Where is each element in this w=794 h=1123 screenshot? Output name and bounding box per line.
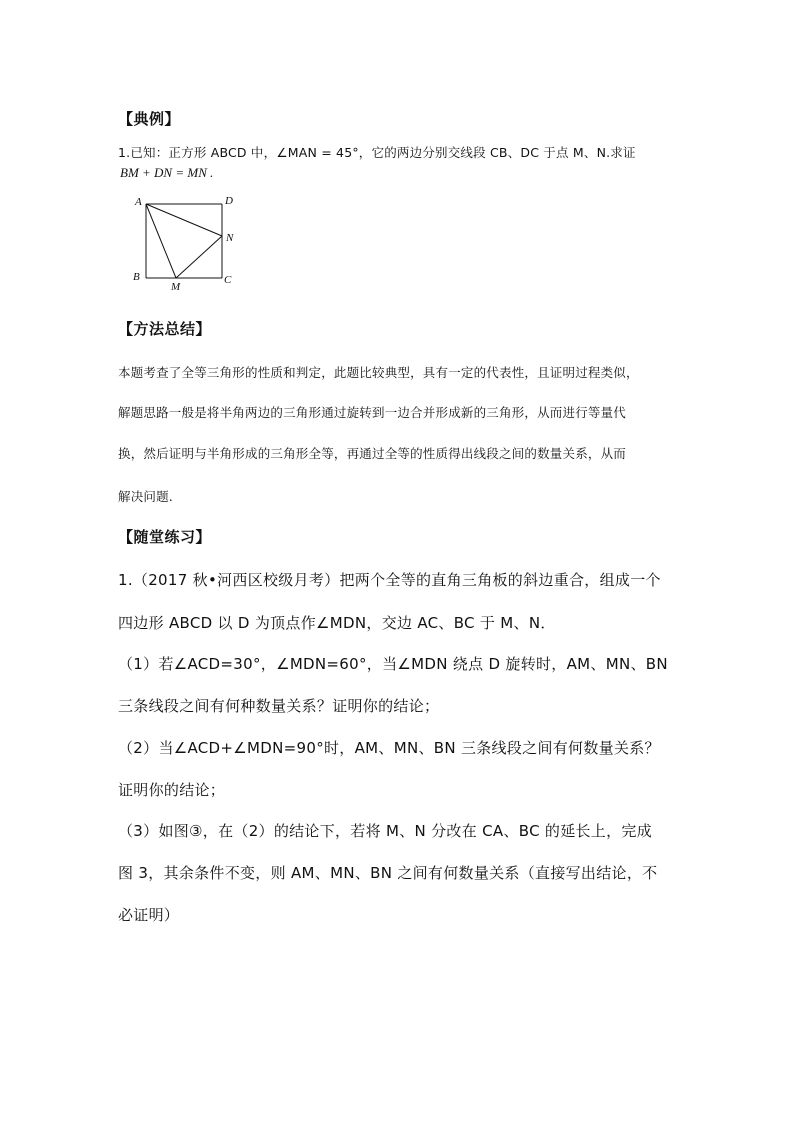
practice-line-5: （2）当∠ACD+∠MDN=90°时，AM、MN、BN 三条线段之间有何数量关系？	[118, 739, 660, 757]
practice-heading: 【随堂练习】	[118, 528, 212, 546]
practice-line-6: 证明你的结论；	[118, 781, 226, 799]
practice-line-2: 四边形 ABCD 以 D 为顶点作∠MDN，交边 AC、BC 于 M、N．	[118, 614, 556, 632]
practice-line-3: （1）若∠ACD=30°，∠MDN=60°，当∠MDN 绕点 D 旋转时，AM、MN、BN	[118, 655, 668, 673]
summary-heading: 【方法总结】	[118, 320, 212, 338]
problem-statement-line-1: 1.已知：正方形 ABCD 中，∠MAN = 45°，它的两边分别交线段 CB、DC 于点 M、N.求证	[118, 145, 636, 160]
summary-line-1: 本题考查了全等三角形的性质和判定，此题比较典型，具有一定的代表性，且证明过程类似，	[118, 365, 639, 380]
summary-line-4: 解决问题.	[118, 489, 173, 504]
summary-line-2: 解题思路一般是将半角两边的三角形通过旋转到一边合并形成新的三角形，从而进行等量代	[118, 405, 627, 420]
problem-statement-line-2: BM + DN = MN .	[120, 165, 214, 180]
label-a: A	[135, 196, 142, 208]
practice-line-9: 必证明）	[118, 906, 180, 924]
practice-line-8: 图 3，其余条件不变，则 AM、MN、BN 之间有何数量关系（直接写出结论，不	[118, 864, 658, 882]
practice-line-4: 三条线段之间有何种数量关系？证明你的结论；	[118, 697, 440, 715]
square-abcd-figure	[128, 190, 248, 300]
label-b: B	[133, 271, 140, 283]
label-d: D	[225, 195, 233, 207]
square-diagram	[128, 190, 248, 300]
practice-line-1: 1.（2017 秋•河西区校级月考）把两个全等的直角三角板的斜边重合，组成一个	[118, 571, 661, 589]
summary-line-3: 换，然后证明与半角形成的三角形全等，再通过全等的性质得出线段之间的数量关系，从而	[118, 446, 627, 461]
practice-line-7: （3）如图③，在（2）的结论下，若将 M、N 分改在 CA、BC 的延长上，完成	[118, 822, 653, 840]
label-c: C	[224, 274, 232, 286]
label-m: M	[171, 281, 181, 293]
segment-mn	[176, 236, 222, 278]
example-heading: 【典例】	[118, 110, 181, 128]
label-n: N	[226, 232, 234, 244]
